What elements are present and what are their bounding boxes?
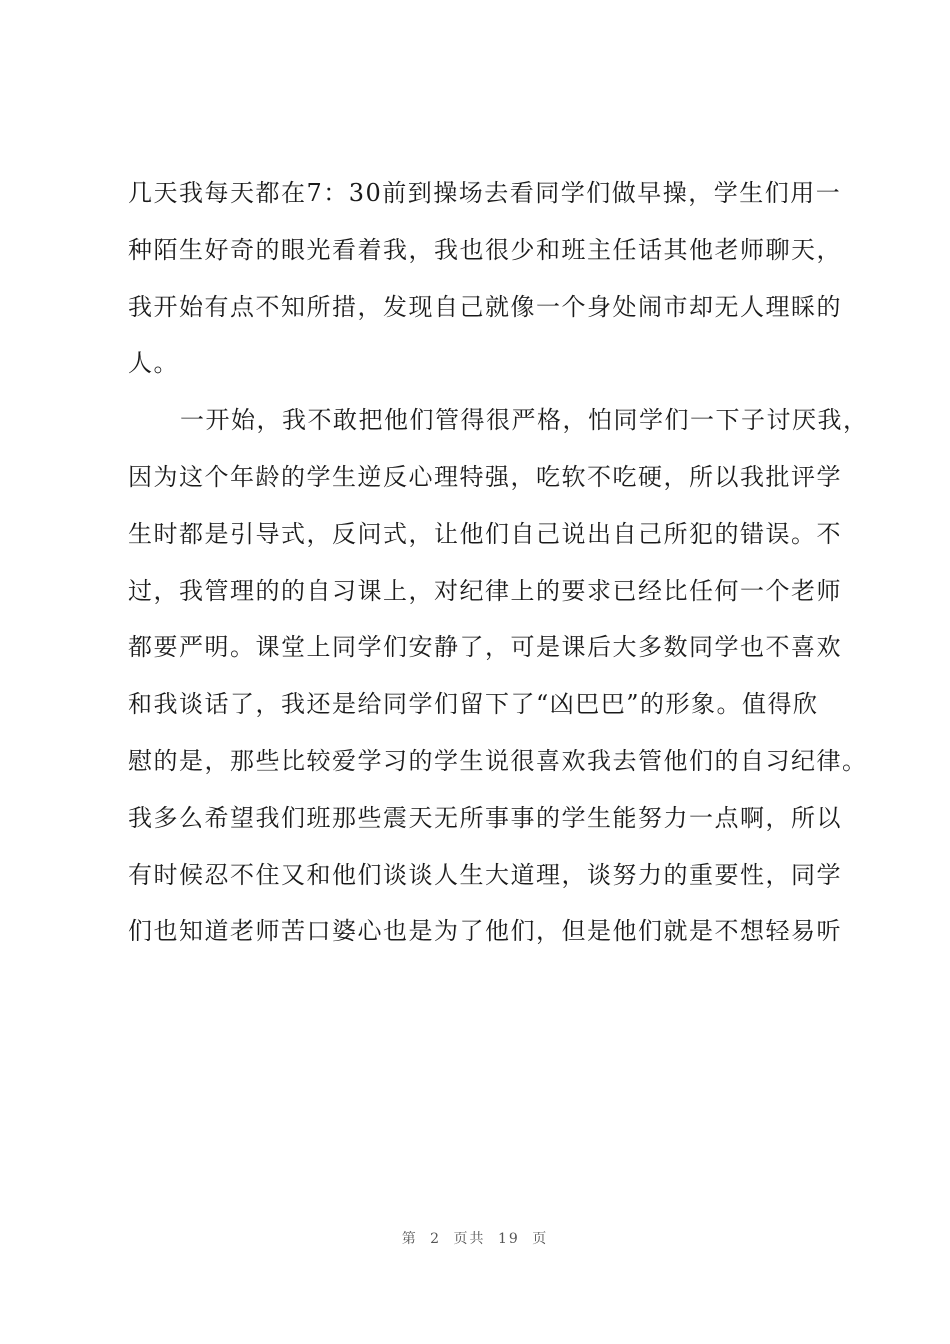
text-line-10: 和我谈话了，我还是给同学们留下了“凶巴巴”的形象。值得欣 — [128, 690, 819, 719]
text-line-7: 生时都是引导式，反问式，让他们自己说出自己所犯的错误。不 — [128, 519, 842, 548]
text-line-6: 因为这个年龄的学生逆反心理特强，吃软不吃硬，所以我批评学 — [128, 462, 842, 491]
text-line-8: 过，我管理的的自习课上，对纪律上的要求已经比任何一个老师 — [128, 576, 842, 605]
text-line-9: 都要严明。课堂上同学们安静了，可是课后大多数同学也不喜欢 — [128, 633, 842, 662]
body-text — [128, 165, 868, 960]
text-line-13: 有时候忍不住又和他们谈谈人生大道理，谈努力的重要性，同学 — [128, 860, 842, 889]
text-line-5: 一开始，我不敢把他们管得很严格，怕同学们一下子讨厌我， — [180, 406, 869, 435]
text-line-2: 种陌生好奇的眼光看着我，我也很少和班主任话其他老师聊天， — [128, 235, 842, 264]
text-line-14: 们也知道老师苦口婆心也是为了他们，但是他们就是不想轻易听 — [128, 917, 842, 946]
page-number-footer: 第 2 页共 19 页 — [401, 1231, 549, 1247]
text-line-3: 我开始有点不知所措，发现自己就像一个身处闹市却无人理睬的 — [128, 292, 842, 321]
text-line-1: 几天我每天都在7：30前到操场去看同学们做早操，学生们用一 — [128, 179, 842, 207]
text-line-12: 我多么希望我们班那些震天无所事事的学生能努力一点啊，所以 — [128, 803, 842, 832]
text-line-11: 慰的是，那些比较爱学习的学生说很喜欢我去管他们的自习纪律。 — [128, 746, 868, 775]
text-line-4: 人。 — [128, 349, 179, 378]
